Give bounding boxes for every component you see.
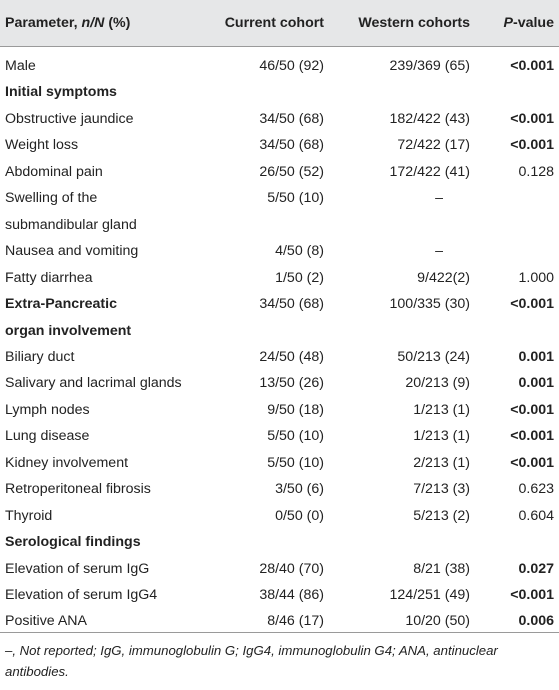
section-heading: Serological findings [5, 534, 141, 550]
row-label: Kidney involvement [5, 455, 129, 471]
cell-western-cohorts: 172/422 (41) [389, 164, 470, 180]
cell-p-value: 0.027 [518, 561, 554, 577]
cell-current-cohort: 5/50 (10) [267, 455, 324, 471]
row-label: Lung disease [5, 428, 90, 444]
cell-p-value: 0.001 [518, 375, 554, 391]
row-label: Biliary duct [5, 349, 75, 365]
cell-current-cohort: 3/50 (6) [275, 481, 324, 497]
row-label: Thyroid [5, 508, 53, 524]
cell-current-cohort: 8/46 (17) [267, 613, 324, 629]
cell-p-value: 0.128 [518, 164, 554, 180]
header-current-cohort: Current cohort [224, 15, 324, 31]
cell-western-cohorts: 20/213 (9) [405, 375, 470, 391]
row-label: Male [5, 58, 36, 74]
row-label: Elevation of serum IgG4 [5, 587, 158, 603]
cell-western-cohorts: 100/335 (30) [389, 296, 470, 312]
cell-western-cohorts: 5/213 (2) [413, 508, 470, 524]
cell-current-cohort: 0/50 (0) [275, 508, 324, 524]
cell-current-cohort: 46/50 (92) [259, 58, 324, 74]
cell-p-value: <0.001 [510, 587, 554, 603]
table-bottom-rule [0, 632, 559, 633]
cell-p-value: <0.001 [510, 111, 554, 127]
cell-current-cohort: 1/50 (2) [275, 270, 324, 286]
row-label: Swelling of the [5, 190, 98, 206]
cell-current-cohort: 4/50 (8) [275, 243, 324, 259]
cell-current-cohort: 38/44 (86) [259, 587, 324, 603]
cell-current-cohort: 26/50 (52) [259, 164, 324, 180]
row-label: Elevation of serum IgG [5, 561, 150, 577]
cell-western-cohorts: – [435, 190, 443, 206]
row-label: Retroperitoneal fibrosis [5, 481, 151, 497]
cell-p-value: <0.001 [510, 455, 554, 471]
cell-western-cohorts: 182/422 (43) [389, 111, 470, 127]
cell-current-cohort: 24/50 (48) [259, 349, 324, 365]
cell-current-cohort: 13/50 (26) [259, 375, 324, 391]
section-heading: Initial symptoms [5, 84, 117, 100]
table-footnote: –, Not reported; IgG, immunoglobulin G; IgG4, immunoglobulin G4; ANA, antinuclear antibodies. [5, 643, 498, 679]
cell-current-cohort: 28/40 (70) [259, 561, 324, 577]
row-label: Positive ANA [5, 613, 88, 629]
cell-current-cohort: 34/50 (68) [259, 296, 324, 312]
row-label: Obstructive jaundice [5, 111, 134, 127]
cell-western-cohorts: 50/213 (24) [397, 349, 470, 365]
cell-p-value: 0.001 [518, 349, 554, 365]
cell-western-cohorts: 10/20 (50) [405, 613, 470, 629]
cell-current-cohort: 9/50 (18) [267, 402, 324, 418]
cell-western-cohorts: 239/369 (65) [389, 58, 470, 74]
cell-p-value: 0.604 [518, 508, 554, 524]
cell-western-cohorts: 7/213 (3) [413, 481, 470, 497]
cell-western-cohorts: – [435, 243, 443, 259]
cell-current-cohort: 5/50 (10) [267, 190, 324, 206]
cell-p-value: <0.001 [510, 428, 554, 444]
row-label: Nausea and vomiting [5, 243, 139, 259]
cell-p-value: 0.006 [518, 613, 554, 629]
cell-western-cohorts: 9/422(2) [417, 270, 470, 286]
cell-western-cohorts: 1/213 (1) [413, 402, 470, 418]
cell-p-value: 0.623 [518, 481, 554, 497]
cell-p-value: 1.000 [518, 270, 554, 286]
cell-p-value: <0.001 [510, 137, 554, 153]
header-divider [0, 46, 559, 47]
cell-western-cohorts: 1/213 (1) [413, 428, 470, 444]
cell-current-cohort: 34/50 (68) [259, 111, 324, 127]
cell-current-cohort: 34/50 (68) [259, 137, 324, 153]
row-label: submandibular gland [5, 217, 137, 233]
header-p-value: P-value [503, 15, 554, 31]
section-heading: Extra-Pancreatic [5, 296, 117, 312]
cell-p-value: <0.001 [510, 58, 554, 74]
row-label: Salivary and lacrimal glands [5, 375, 182, 391]
row-label: Abdominal pain [5, 164, 103, 180]
cell-western-cohorts: 2/213 (1) [413, 455, 470, 471]
header-parameter: Parameter, n/N (%) [5, 15, 131, 31]
row-label: Lymph nodes [5, 402, 90, 418]
cell-p-value: <0.001 [510, 296, 554, 312]
cell-western-cohorts: 124/251 (49) [389, 587, 470, 603]
cell-western-cohorts: 8/21 (38) [413, 561, 470, 577]
section-heading: organ involvement [5, 323, 132, 339]
row-label: Weight loss [5, 137, 79, 153]
cell-p-value: <0.001 [510, 402, 554, 418]
cell-current-cohort: 5/50 (10) [267, 428, 324, 444]
table-header [0, 0, 559, 46]
row-label: Fatty diarrhea [5, 270, 93, 286]
cell-western-cohorts: 72/422 (17) [397, 137, 470, 153]
header-western-cohorts: Western cohorts [358, 15, 470, 31]
